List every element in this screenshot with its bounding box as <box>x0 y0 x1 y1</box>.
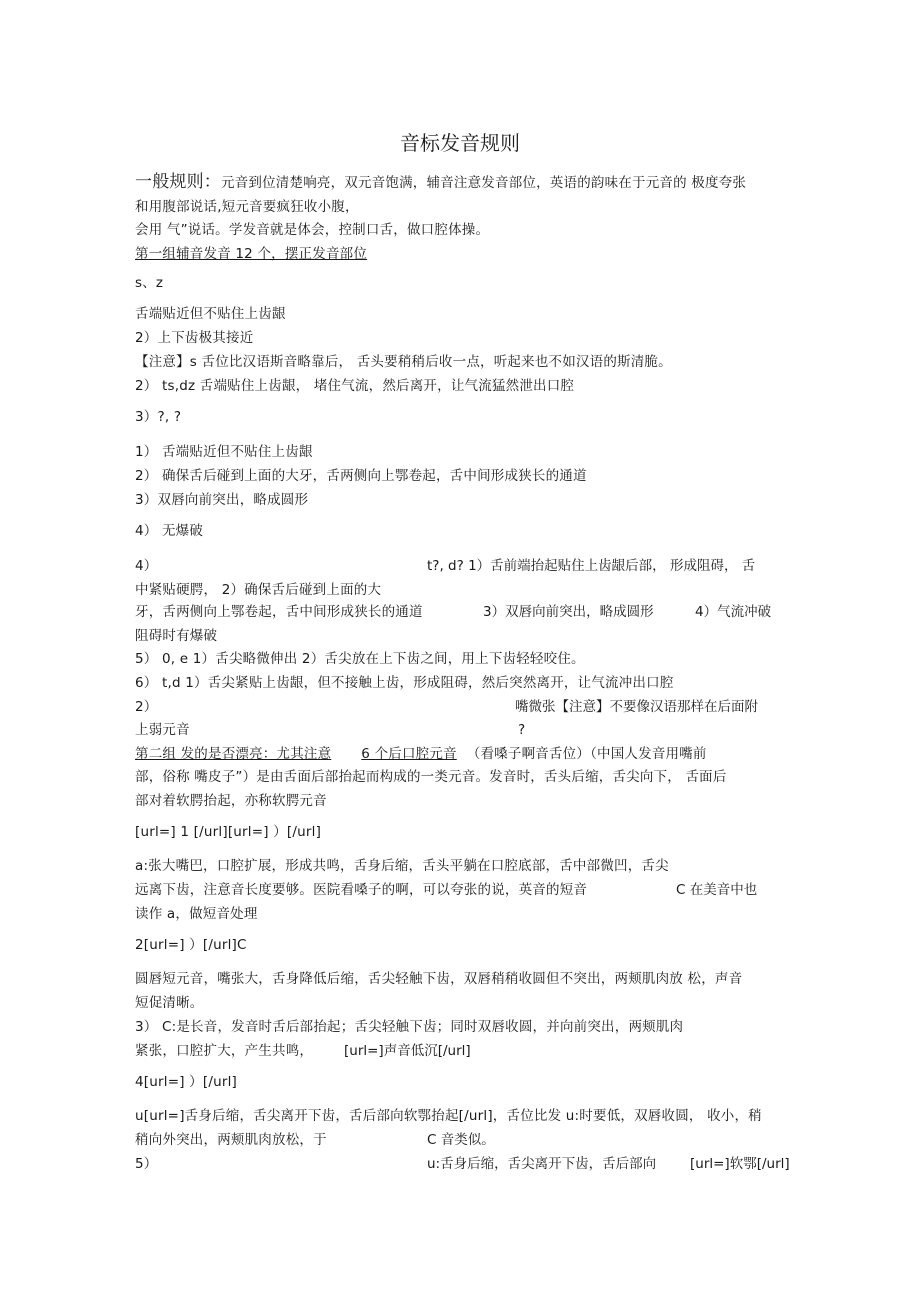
group2-line: C 音类似。 <box>427 1132 495 1148</box>
group1-sz: s、z <box>135 275 164 291</box>
group2-line: u:舌身后缩，舌尖离开下齿，舌后部向 <box>427 1156 657 1172</box>
group2-line: a:张大嘴巴，口腔扩展，形成共鸣，舌身后缩，舌头平躺在口腔底部，舌中部微凹，舌尖 <box>135 858 669 874</box>
group1-line: 3）双唇向前突出，略成圆形 <box>483 604 654 620</box>
group2-line: 读作 a，做短音处理 <box>135 906 258 922</box>
group1-line: 4）气流冲破 <box>695 604 772 620</box>
group1-line: 4） <box>135 558 158 574</box>
group2-line: 紧张，口腔扩大，产生共鸣， <box>135 1043 314 1059</box>
group1-line: ? <box>518 722 526 738</box>
page-title: 音标发音规则 <box>400 131 520 155</box>
group2-line: 圆唇短元音，嘴张大，舌身降低后缩，舌尖轻触下齿，双唇稍稍收圆但不突出，两颊肌肉放 松，声音 <box>135 971 743 987</box>
group2-line: u[url=]舌身后缩，舌尖离开下齿，舌后部向软鄂抬起[/url]，舌位比发 u:时要低，双唇收圆， 收小，稍 <box>135 1108 762 1124</box>
group2-line: [url=]软鄂[/url] <box>690 1156 790 1172</box>
group1-line: 1） 舌端贴近但不贴住上齿龈 <box>135 444 313 460</box>
group2-line: 5） <box>135 1156 158 1172</box>
group2-line: 远离下齿，注意音长度要够。医院看嗓子的啊，可以夸张的说，英音的短音 <box>135 882 588 898</box>
group2-line: 2[url=] ）[/url]C <box>135 937 247 953</box>
group2-line: [url=] 1 [/url][url=] ）[/url] <box>135 824 322 840</box>
group1-line: 2） ts,dz 舌端贴住上齿龈， 堵住气流，然后离开，让气流猛然泄出口腔 <box>135 378 575 394</box>
intro-label: 一般规则： <box>135 172 221 192</box>
group2-line: C 在美音中也 <box>676 882 758 898</box>
group1-line: 3）?, ? <box>135 409 182 425</box>
group2-line: 部对着软腭抬起，亦称软腭元音 <box>135 793 327 809</box>
intro-line-3: 会用 气”说话。学发音就是体会，控制口舌，做口腔体操。 <box>135 222 490 238</box>
group1-line: 2）上下齿极其接近 <box>135 330 254 346</box>
group1-line: 2） 确保舌后碰到上面的大牙，舌两侧向上鄂卷起，舌中间形成狭长的通道 <box>135 468 587 484</box>
group2-line: 部，俗称 嘴皮子”）是由舌面后部抬起而构成的一类元音。发音时，舌头后缩，舌尖向下， 舌面后 <box>135 769 727 785</box>
group2-line: 短促清晰。 <box>135 995 204 1011</box>
group1-line: 中紧贴硬腭， 2）确保舌后碰到上面的大 <box>135 582 382 598</box>
group1-line: 3）双唇向前突出，略成圆形 <box>135 492 309 508</box>
group1-line: 2） <box>135 699 158 715</box>
group1-line: 牙，舌两侧向上鄂卷起，舌中间形成狭长的通道 <box>135 604 423 620</box>
group1-line: 舌端贴近但不贴住上齿龈 <box>135 306 286 322</box>
group1-line: 嘴微张【注意】不要像汉语那样在后面附 <box>515 699 758 715</box>
group2-line: 3） C:是长音，发音时舌后部抬起；舌尖轻触下齿；同时双唇收圆，并向前突出，两颊肌肉 <box>135 1019 684 1035</box>
group1-line: 5） 0, e 1）舌尖略微伸出 2）舌尖放在上下齿之间，用上下齿轻轻咬住。 <box>135 651 585 667</box>
group1-line: 阻碍时有爆破 <box>135 628 218 644</box>
group1-line: 上弱元音 <box>135 722 190 738</box>
group2-line: 稍向外突出，两颊肌肉放松，于 <box>135 1132 327 1148</box>
group2-line: 4[url=] ）[/url] <box>135 1074 238 1090</box>
group1-line: t?, d? 1）舌前端抬起贴住上齿龈后部， 形成阻碍， 舌 <box>427 558 756 574</box>
group1-line: 4） 无爆破 <box>135 523 204 539</box>
intro-line-2: 和用腹部说话,短元音要疯狂收小腹， <box>135 199 359 215</box>
group2-heading: 第二组 发的是否漂亮：尤其注意 6 个后口腔元音 （看嗓子啊音舌位）（中国人发音用嘴前 <box>135 746 707 762</box>
group1-heading: 第一组辅音发音 12 个，摆正发音部位 <box>135 246 368 262</box>
group1-line: 6） t,d 1）舌尖紧贴上齿龈，但不接触上齿，形成阻碍，然后突然离开，让气流冲出口腔 <box>135 675 674 691</box>
group2-line: [url=]声音低沉[/url] <box>344 1043 471 1059</box>
intro-line-1: 一般规则：元音到位清楚响亮，双元音饱满，辅音注意发音部位，英语的韵味在于元音的 极度夸张 <box>135 172 747 192</box>
group1-note: 【注意】s 舌位比汉语斯音略靠后， 舌头要稍稍后收一点，听起来也不如汉语的斯清脆。 <box>135 354 672 370</box>
